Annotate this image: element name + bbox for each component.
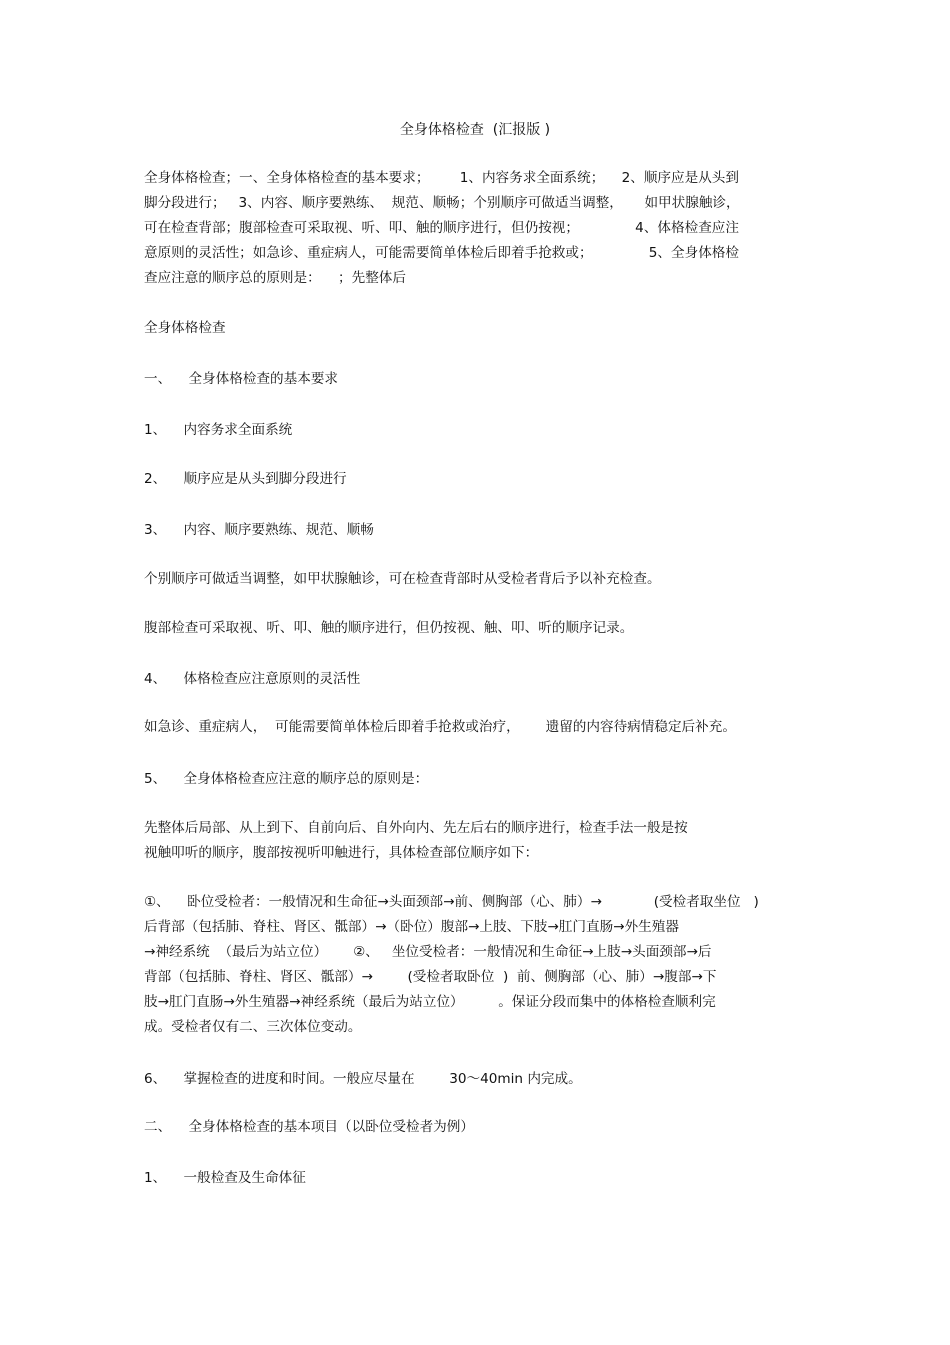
list-item: 6、 掌握检查的进度和时间。一般应尽量在 30～40min 内完成。 bbox=[144, 1071, 582, 1087]
order-line: ①、 卧位受检者：一般情况和生命征→头面颈部→前、侧胸部（心、肺）→ (受检者取坐位 ) bbox=[144, 894, 759, 910]
order-line: 肢→肛门直肠→外生殖器→神经系统（最后为站立位） 。保证分段而集中的体格检查顺利完 bbox=[144, 994, 716, 1010]
list-item: 4、 体格检查应注意原则的灵活性 bbox=[144, 671, 361, 687]
section-2-title: 二、 全身体格检查的基本项目（以卧位受检者为例） bbox=[144, 1119, 474, 1135]
order-line: 背部（包括肺、脊柱、肾区、骶部）→ (受检者取卧位 ) 前、侧胸部（心、肺）→腹部→下 bbox=[144, 969, 717, 985]
paragraph-emergency: 如急诊、重症病人， 可能需要简单体检后即着手抢救或治疗， 遗留的内容待病情稳定后补充。 bbox=[144, 719, 736, 735]
paragraph-abdomen: 腹部检查可采取视、听、叩、触的顺序进行，但仍按视、触、叩、听的顺序记录。 bbox=[144, 620, 634, 636]
list-item: 1、 内容务求全面系统 bbox=[144, 422, 293, 438]
order-line: →神经系统 （最后为站立位） ②、 坐位受检者：一般情况和生命征→上肢→头面颈部→后 bbox=[144, 944, 712, 960]
summary-line: 意原则的灵活性；如急诊、重症病人，可能需要简单体检后即着手抢救或； 5、全身体格检 bbox=[144, 245, 739, 261]
list-item: 1、 一般检查及生命体征 bbox=[144, 1170, 306, 1186]
order-line: 后背部（包括肺、脊柱、肾区、骶部）→（卧位）腹部→上肢、下肢→肛门直肠→外生殖器 bbox=[144, 919, 679, 935]
summary-line: 全身体格检查；一、全身体格检查的基本要求； 1、内容务求全面系统； 2、顺序应是从头到 bbox=[144, 170, 739, 186]
list-item: 3、 内容、顺序要熟练、规范、顺畅 bbox=[144, 522, 374, 538]
list-item: 2、 顺序应是从头到脚分段进行 bbox=[144, 471, 347, 487]
summary-line: 查应注意的顺序总的原则是： ；先整体后 bbox=[144, 270, 406, 286]
principle-line: 先整体后局部、从上到下、自前向后、自外向内、先左后右的顺序进行，检查手法一般是按 bbox=[144, 820, 688, 836]
order-line: 成。受检者仅有二、三次体位变动。 bbox=[144, 1019, 362, 1035]
paragraph-thyroid: 个别顺序可做适当调整，如甲状腺触诊，可在检查背部时从受检者背后予以补充检查。 bbox=[144, 571, 661, 587]
principle-line: 视触叩听的顺序，腹部按视听叩触进行，具体检查部位顺序如下： bbox=[144, 845, 539, 861]
summary-line: 脚分段进行； 3、内容、顺序要熟练、 规范、顺畅；个别顺序可做适当调整， 如甲状腺触诊， bbox=[144, 195, 740, 211]
list-item: 5、 全身体格检查应注意的顺序总的原则是： bbox=[144, 771, 429, 787]
section-heading: 全身体格检查 bbox=[144, 320, 226, 336]
summary-line: 可在检查背部；腹部检查可采取视、听、叩、触的顺序进行，但仍按视； 4、体格检查应注 bbox=[144, 220, 739, 236]
section-1-title: 一、 全身体格检查的基本要求 bbox=[144, 371, 339, 387]
document-title: 全身体格检查 (汇报版 ) bbox=[399, 122, 551, 138]
